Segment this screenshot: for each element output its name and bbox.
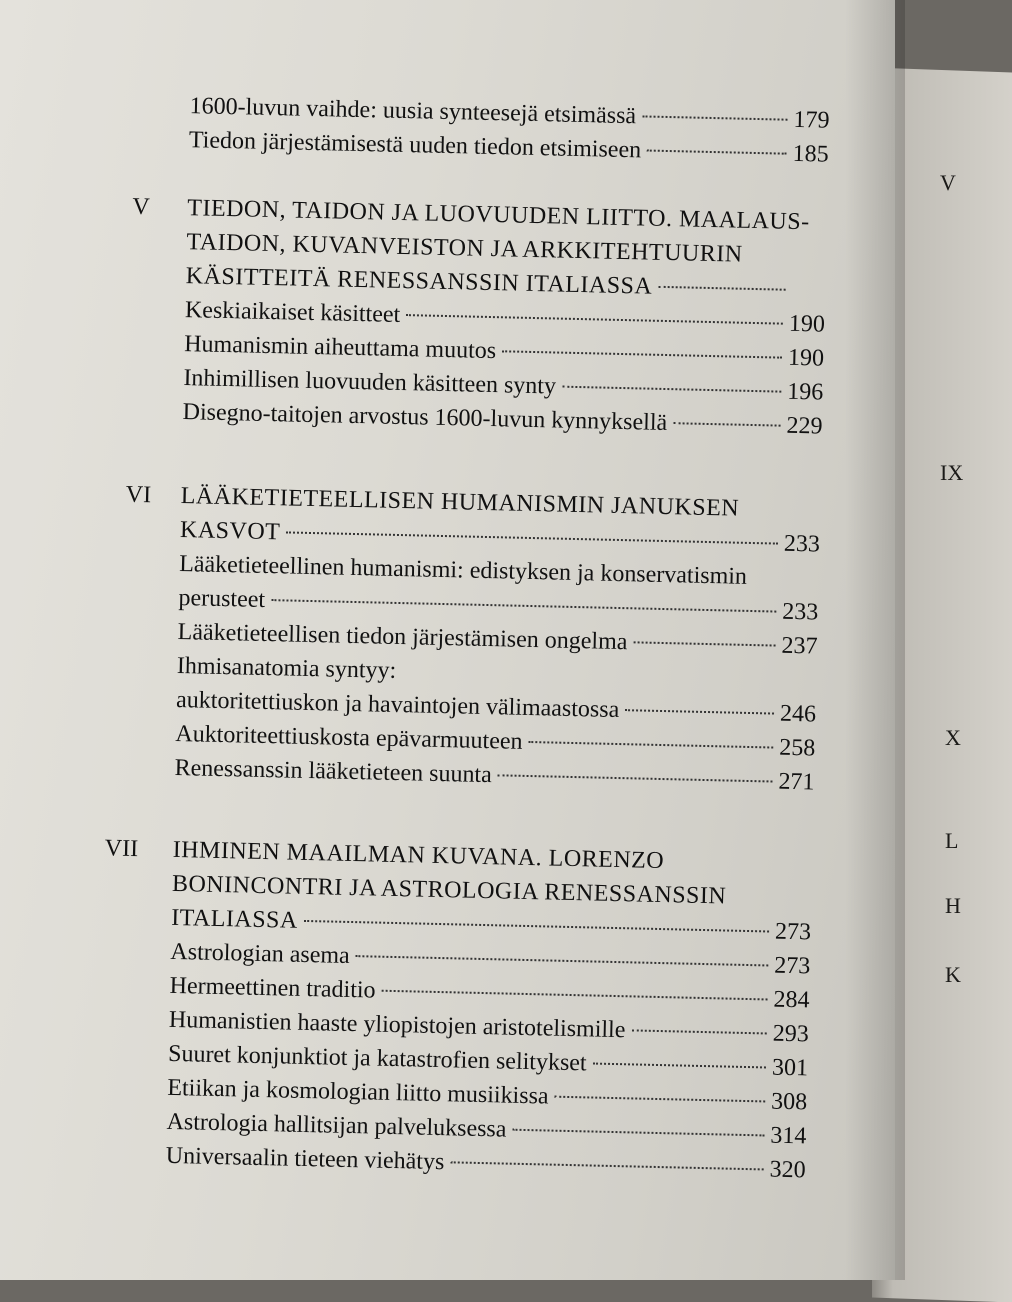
toc-entry-title: Tiedon järjestämisestä uuden tiedon etsimiseen xyxy=(188,127,642,164)
dot-leader xyxy=(286,531,778,544)
dot-leader xyxy=(356,955,769,966)
chapter-number: V xyxy=(132,193,150,221)
toc-entry-title: Astrologian asema xyxy=(170,938,350,969)
dot-leader xyxy=(304,920,769,933)
toc-entry-page xyxy=(791,297,825,298)
toc-entry-page: 237 xyxy=(781,632,818,660)
toc-entry-title: Lääketieteellinen humanismi: edistyksen ja konservatismin xyxy=(178,551,748,590)
toc-entry-page: 229 xyxy=(786,412,823,440)
right-page-letter: H xyxy=(945,893,961,918)
right-page-letter: IX xyxy=(940,460,964,485)
dot-leader xyxy=(625,709,774,714)
toc-entry-page: 233 xyxy=(782,598,819,626)
dot-leader xyxy=(673,422,780,426)
toc-entry-page: 301 xyxy=(771,1054,809,1082)
dot-leader xyxy=(647,150,787,155)
right-page-letter: L xyxy=(945,828,959,853)
dot-leader xyxy=(658,286,785,291)
chapter-title-line: TIEDON, TAIDON JA LUOVUUDEN LIITTO. MAALAUS- xyxy=(187,195,810,236)
toc-entry-title: perusteet xyxy=(178,585,266,613)
toc-entry-title: Auktoriteettiuskosta epävarmuuteen xyxy=(175,720,523,755)
toc-entry-page: 273 xyxy=(774,918,812,946)
toc-entry-title: Inhimillisen luovuuden käsitteen synty xyxy=(183,365,557,400)
toc-entry-page: 258 xyxy=(778,734,816,762)
toc-entry-title: Suuret konjunktiot ja katastrofien selitykset xyxy=(167,1040,587,1077)
dot-leader xyxy=(382,990,768,1001)
chapter-number: VI xyxy=(125,481,152,509)
toc-entry-page: 190 xyxy=(787,344,825,372)
chapter-title-line: TAIDON, KUVANVEISTON JA ARKKITEHTUURIN xyxy=(186,229,743,268)
dot-leader xyxy=(633,641,775,646)
right-page-letter: K xyxy=(945,962,961,987)
dot-leader xyxy=(529,741,774,749)
chapter-number: VII xyxy=(104,835,139,863)
toc-entry-page: 190 xyxy=(788,310,826,338)
toc-entry-title: Hermeettinen traditio xyxy=(169,972,376,1004)
dot-leader xyxy=(271,599,776,612)
right-page-letter: V xyxy=(940,170,956,195)
toc-entry-title: Disegno-taitojen arvostus 1600-luvun kynnyksellä xyxy=(182,399,668,437)
chapter-title-line: KASVOT xyxy=(179,517,281,546)
dot-leader xyxy=(562,386,781,393)
toc-entry-page: 284 xyxy=(773,986,810,1014)
toc-entry-page: 179 xyxy=(793,106,830,134)
dot-leader xyxy=(512,1129,764,1137)
toc-entry-title: Humanismin aiheuttama muutos xyxy=(183,331,497,365)
toc-entry-page: 293 xyxy=(772,1020,810,1048)
toc-entry-page: 308 xyxy=(770,1088,808,1116)
chapter-title-line: LÄÄKETIETEELLISEN HUMANISMIN JANUKSEN xyxy=(180,483,740,522)
toc-entry-page: 273 xyxy=(774,952,811,980)
toc-entry-page: 271 xyxy=(778,768,815,796)
right-page-letter: X xyxy=(945,725,961,750)
dot-leader xyxy=(502,350,782,358)
dot-leader xyxy=(406,314,783,325)
toc-entry-page: 314 xyxy=(770,1122,807,1150)
toc-entry-title: Keskiaikaiset käsitteet xyxy=(184,297,401,328)
toc-entry-title: Universaalin tieteen viehätys xyxy=(165,1142,445,1176)
toc-entry-title: auktoritettiuskon ja havaintojen välimaastossa xyxy=(175,686,620,724)
chapter-title-line: IHMINEN MAAILMAN KUVANA. LORENZO xyxy=(172,836,665,875)
dot-leader xyxy=(555,1096,766,1103)
toc-entry-page: 185 xyxy=(792,140,830,168)
chapter-title-line: ITALIASSA xyxy=(170,904,299,934)
chapter-title-line: KÄSITTEITÄ RENESSANSSIN ITALIASSA xyxy=(185,263,653,300)
toc-entry-title: Ihmisanatomia syntyy: xyxy=(176,652,397,684)
dot-leader xyxy=(450,1161,763,1170)
dot-leader xyxy=(631,1029,766,1034)
chapter-title-line: BONINCONTRI JA ASTROLOGIA RENESSANSSIN xyxy=(171,870,727,910)
toc-entry-title: Astrologia hallitsijan palveluksessa xyxy=(166,1108,507,1143)
dot-leader xyxy=(498,774,773,782)
toc-entry-page: 233 xyxy=(783,530,821,558)
dot-leader xyxy=(593,1063,766,1069)
toc-entry-page: 246 xyxy=(779,700,817,728)
toc-entry-title: Humanistien haaste yliopistojen aristotelismille xyxy=(168,1006,626,1044)
toc-entry-title: Renessanssin lääketieteen suunta xyxy=(174,754,493,789)
toc-entry-title: Etiikan ja kosmologian liitto musiikissa xyxy=(167,1074,549,1110)
toc-entry-title: Lääketieteellisen tiedon järjestämisen ongelma xyxy=(177,618,628,656)
toc-entry-page: 196 xyxy=(787,378,824,406)
dot-leader xyxy=(642,115,787,120)
toc-entry-page: 320 xyxy=(769,1156,806,1184)
toc-entry-title: 1600-luvun vaihde: uusia synteesejä etsimässä xyxy=(189,93,637,130)
